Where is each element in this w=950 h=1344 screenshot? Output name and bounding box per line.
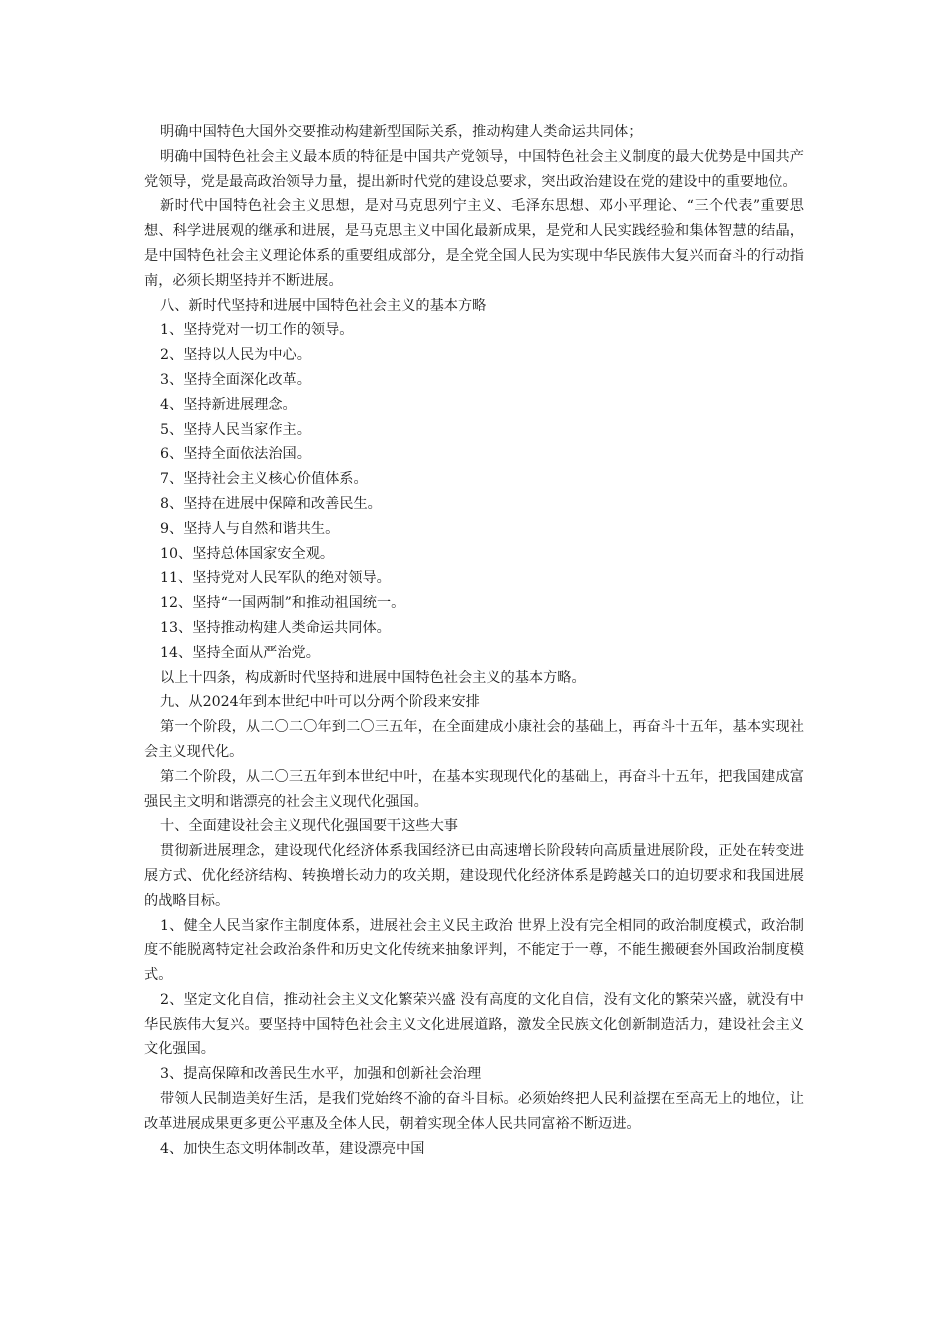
list-item: 5、坚持人民当家作主。 xyxy=(160,421,311,438)
paragraph-stage-one: 第一个阶段，从二〇二〇年到二〇三五年，在全面建成小康社会的基础上，再奋斗十五年，基本实现社会主义现代化。 xyxy=(144,719,804,760)
list-item: 13、坚持推动构建人类命运共同体。 xyxy=(160,619,391,636)
document-body xyxy=(144,120,804,1161)
paragraph-party-leadership: 明确中国特色社会主义最本质的特征是中国共产党领导，中国特色社会主义制度的最大优势是中国共产党领导，党是最高政治领导力量，提出新时代党的建设总要求，突出政治建设在党的建设中的重要地位。 xyxy=(144,148,804,190)
list-item: 11、坚持党对人民军队的绝对领导。 xyxy=(160,570,391,587)
list-item: 9、坚持人与自然和谐共生。 xyxy=(160,520,340,537)
list-item: 1、坚持党对一切工作的领导。 xyxy=(160,322,354,339)
paragraph-livelihood: 带领人民制造美好生活，是我们党始终不渝的奋斗目标。必须始终把人民利益摆在至高无上的地位，让改革进展成果更多更公平惠及全体人民，朝着实现全体人民共同富裕不断迈进。 xyxy=(144,1091,804,1132)
list-item: 2、坚持以人民为中心。 xyxy=(160,347,311,364)
list-item: 6、坚持全面依法治国。 xyxy=(160,446,311,463)
list-item: 4、坚持新进展理念。 xyxy=(160,396,297,413)
paragraph-summary: 以上十四条，构成新时代坚持和进展中国特色社会主义的基本方略。 xyxy=(160,669,586,686)
section-heading-9: 九、从2024年到本世纪中叶可以分两个阶段来安排 xyxy=(160,694,480,711)
paragraph-diplomacy: 明确中国特色大国外交要推动构建新型国际关系，推动构建人类命运共同体； xyxy=(160,124,643,140)
list-item: 8、坚持在进展中保障和改善民生。 xyxy=(160,495,382,512)
list-item: 12、坚持“一国两制”和推动祖国统一。 xyxy=(160,595,406,612)
paragraph-new-era-thought: 新时代中国特色社会主义思想，是对马克思列宁主义、毛泽东思想、邓小平理论、“三个代表”重要思想、科学进展观的继承和进展，是马克思主义中国化最新成果，是党和人民实践经验和集体智慧的结晶，是中国特色社会主义理论体系的重要组成部分，是全党全国人民为实现中华民族伟大复兴而奋斗的行动指南，必须长期坚持并不断进展。 xyxy=(144,198,804,289)
subheading-livelihood: 3、提高保障和改善民生水平，加强和创新社会治理 xyxy=(160,1066,482,1083)
list-item: 3、坚持全面深化改革。 xyxy=(160,371,311,388)
section-heading-10: 十、全面建设社会主义现代化强国要干这些大事 xyxy=(160,818,458,835)
subheading-ecology: 4、加快生态文明体制改革，建设漂亮中国 xyxy=(160,1140,425,1157)
paragraph-democracy: 1、健全人民当家作主制度体系，进展社会主义民主政治 世界上没有完全相同的政治制度模式，政治制度不能脱离特定社会政治条件和历史文化传统来抽象评判，不能定于一尊，不能生搬硬套外国政治制度模式。 xyxy=(144,917,804,984)
list-item: 14、坚持全面从严治党。 xyxy=(160,644,320,661)
list-item: 10、坚持总体国家安全观。 xyxy=(160,545,335,562)
paragraph-economy: 贯彻新进展理念，建设现代化经济体系我国经济已由高速增长阶段转向高质量进展阶段，正处在转变进展方式、优化经济结构、转换增长动力的攻关期，建设现代化经济体系是跨越关口的迫切要求和我国进展的战略目标。 xyxy=(144,843,804,909)
paragraph-culture: 2、坚定文化自信，推动社会主义文化繁荣兴盛 没有高度的文化自信，没有文化的繁荣兴盛，就没有中华民族伟大复兴。要坚持中国特色社会主义文化进展道路，激发全民族文化创新制造活力，建设社会主义文化强国。 xyxy=(144,991,804,1058)
section-heading-8: 八、新时代坚持和进展中国特色社会主义的基本方略 xyxy=(160,297,487,314)
paragraph-stage-two: 第二个阶段，从二〇三五年到本世纪中叶，在基本实现现代化的基础上，再奋斗十五年，把我国建成富强民主文明和谐漂亮的社会主义现代化强国。 xyxy=(144,768,804,810)
list-item: 7、坚持社会主义核心价值体系。 xyxy=(160,471,368,488)
